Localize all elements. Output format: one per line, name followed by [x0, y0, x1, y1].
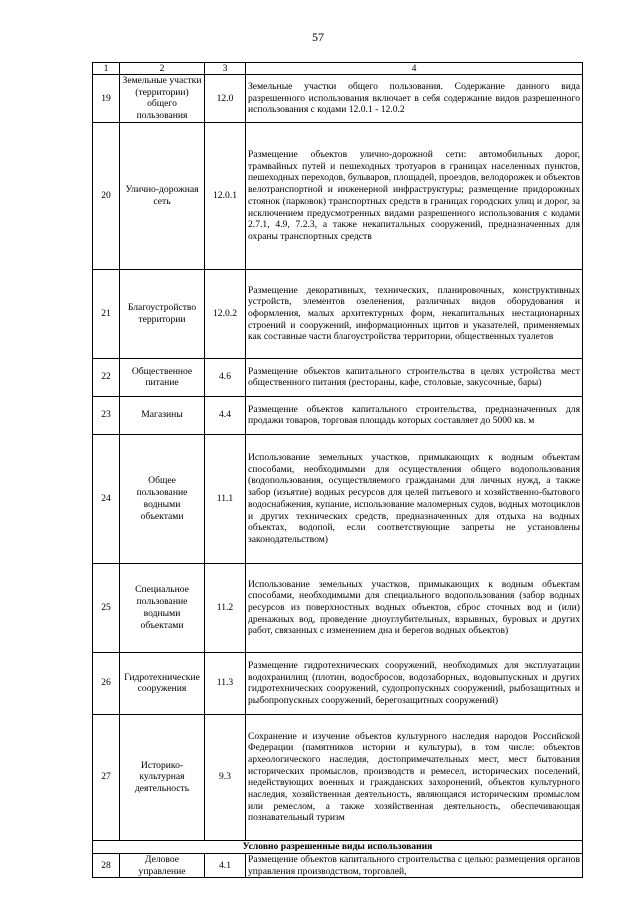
use-type-description: Сохранение и изучение объектов культурного наследия народов Российской Федерации (памятников истории и культуры), в том числе: объектов археологического наследия, достопримечательных мест, мест бытования исторических промыслов, производств и ремесел, исторических поселений, недействующих военных и гражданских захоронений, объектов культурного наследия, хозяйственная деятельность, являющаяся историческим промыслом или ремеслом, а также хозяйственная деятельность, обеспечивающая познавательный туризм	[246, 714, 583, 840]
use-type-name: Деловое управление	[120, 853, 205, 877]
column-header: 4	[246, 63, 583, 75]
use-type-name: Историко-культурная деятельность	[120, 714, 205, 840]
table-row	[93, 434, 583, 563]
column-header: 3	[205, 63, 246, 75]
column-header: 1	[93, 63, 120, 75]
use-type-code: 11.1	[205, 434, 246, 563]
use-type-code: 4.4	[205, 396, 246, 434]
use-type-name: Магазины	[120, 396, 205, 434]
table-row	[93, 563, 583, 652]
use-type-name: Общественное питание	[120, 358, 205, 396]
table-row	[93, 358, 583, 396]
section-title: Условно разрешенные виды использования	[93, 840, 583, 853]
use-type-code: 12.0	[205, 75, 246, 123]
table-row	[93, 269, 583, 358]
table-row	[93, 652, 583, 714]
use-type-code: 11.3	[205, 652, 246, 714]
use-type-name: Улично-дорожная сеть	[120, 122, 205, 269]
use-type-name: Благоустройство территории	[120, 269, 205, 358]
table-header-row	[93, 63, 583, 75]
use-type-code: 4.6	[205, 358, 246, 396]
section-header-row	[93, 840, 583, 853]
page-number: 57	[312, 30, 324, 44]
use-type-description: Размещение объектов капитального строительства, предназначенных для продажи товаров, торговая площадь которых составляет до 5000 кв. м	[246, 396, 583, 434]
use-type-code: 12.0.1	[205, 122, 246, 269]
row-number: 25	[93, 563, 120, 652]
use-type-code: 9.3	[205, 714, 246, 840]
use-type-description: Размещение гидротехнических сооружений, необходимых для эксплуатации водохранилищ (плотин, водосбросов, водозаборных, водовыпускных и других гидротехнических сооружений, судопропускных сооружений, рыбозащитных и рыбопропускных сооружений, берегозащитных сооружений)	[246, 652, 583, 714]
use-type-description: Размещение объектов капитального строительства с целью: размещения органов управления производством, торговлей,	[246, 853, 583, 877]
use-type-name: Земельные участки (территории) общего пользования	[120, 75, 205, 123]
table-row	[93, 853, 583, 877]
row-number: 20	[93, 122, 120, 269]
row-number: 22	[93, 358, 120, 396]
land-use-table	[92, 62, 583, 878]
use-type-description: Использование земельных участков, примыкающих к водным объектам способами, необходимыми для осуществления общего водопользования (водопользования, осуществляемого гражданами для личных нужд, а также забор (изъятие) водных ресурсов для целей питьевого и хозяйственно-бытового водоснабжения, купание, использование маломерных судов, водных мотоциклов и других технических средств, предназначенных для отдыха на водных объектах, водопой, если соответствующие запреты не установлены законодательством)	[246, 434, 583, 563]
use-type-code: 11.2	[205, 563, 246, 652]
use-type-description: Размещение объектов капитального строительства в целях устройства мест общественного питания (рестораны, кафе, столовые, закусочные, бары)	[246, 358, 583, 396]
table-row	[93, 714, 583, 840]
row-number: 21	[93, 269, 120, 358]
use-type-name: Гидротехнические сооружения	[120, 652, 205, 714]
use-type-description: Размещение объектов улично-дорожной сети: автомобильных дорог, трамвайных путей и пешеходных тротуаров в границах населенных пунктов, пешеходных переходов, бульваров, площадей, проездов, велодорожек и объектов велотранспортной и инженерной инфраструктуры; размещение придорожных стоянок (парковок) транспортных средств в границах городских улиц и дорог, за исключением предусмотренных видами разрешенного использования с кодами 2.7.1, 4.9, 7.2.3, а также некапитальных сооружений, предназначенных для охраны транспортных средств	[246, 122, 583, 269]
row-number: 19	[93, 75, 120, 123]
row-number: 28	[93, 853, 120, 877]
table-row	[93, 75, 583, 123]
table-row	[93, 396, 583, 434]
use-type-name: Общее пользование водными объектами	[120, 434, 205, 563]
use-type-name: Специальное пользование водными объектами	[120, 563, 205, 652]
use-type-code: 12.0.2	[205, 269, 246, 358]
table-row	[93, 122, 583, 269]
row-number: 27	[93, 714, 120, 840]
use-type-description: Земельные участки общего пользования. Содержание данного вида разрешенного использования включает в себя содержание видов разрешенного использования с кодами 12.0.1 - 12.0.2	[246, 75, 583, 123]
row-number: 26	[93, 652, 120, 714]
use-type-description: Использование земельных участков, примыкающих к водным объектам способами, необходимыми для специального водопользования (забор водных ресурсов из поверхностных водных объектов, сброс сточных вод и (или) дренажных вод, проведение дноуглубительных, взрывных, буровых и других работ, связанных с изменением дна и берегов водных объектов)	[246, 563, 583, 652]
use-type-description: Размещение декоративных, технических, планировочных, конструктивных устройств, элементов озеленения, различных видов оборудования и оформления, малых архитектурных форм, некапитальных нестационарных строений и сооружений, информационных щитов и указателей, применяемых как составные части благоустройства территории, общественных туалетов	[246, 269, 583, 358]
row-number: 23	[93, 396, 120, 434]
row-number: 24	[93, 434, 120, 563]
use-type-code: 4.1	[205, 853, 246, 877]
column-header: 2	[120, 63, 205, 75]
